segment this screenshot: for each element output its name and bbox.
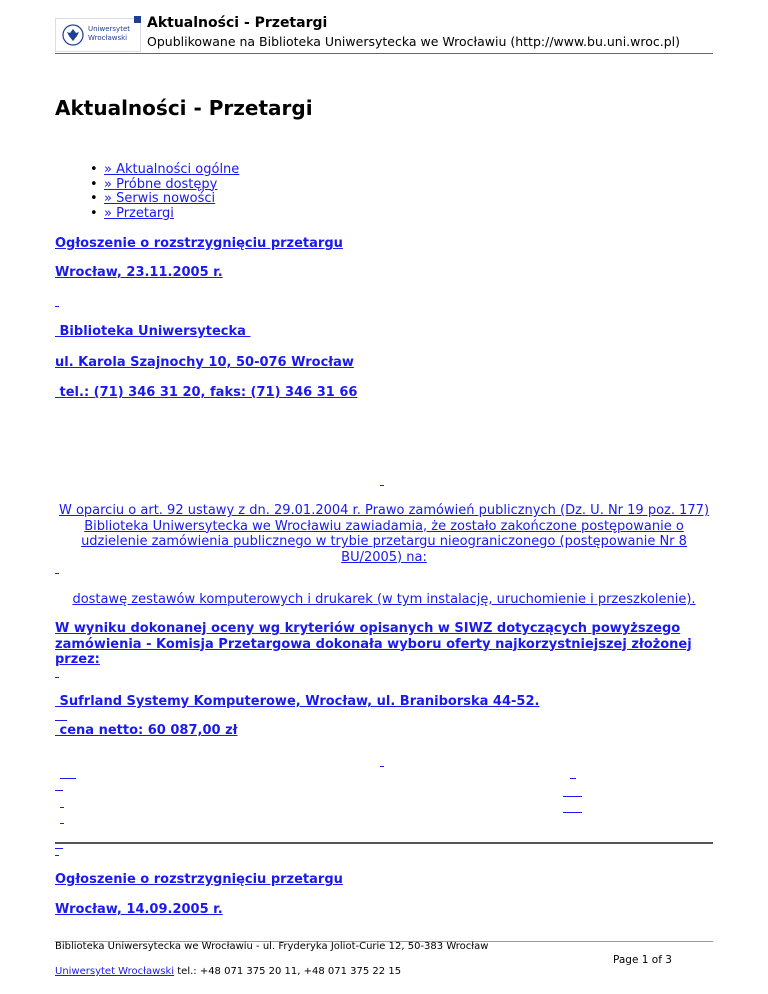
spacer-mark — [60, 807, 64, 808]
notice1-org[interactable]: Biblioteka Uniwersytecka — [55, 324, 251, 339]
spacer-mark — [380, 485, 384, 486]
notice1-body[interactable]: W oparciu o art. 92 ustawy z dn. 29.01.2004 r. Prawo zamówień publicznych (Dz. U. Nr 19 poz. 177) Biblioteka Uniwersytecka we Wrocławiu zawiadamia, że zostało zakończone postępowanie o udzielenie zamówienia publicznego w trybie przetargu nieograniczonego (postępowanie Nr 8 BU/2005) na: — [58, 503, 710, 565]
logo-square — [134, 16, 141, 23]
footer-contact — [55, 966, 401, 977]
menu-link-tenders[interactable]: » Przetargi — [104, 205, 174, 221]
menu-item-new-service — [90, 192, 239, 207]
header-published: Opublikowane na Biblioteka Uniwersytecka we Wrocławiu (http://www.bu.uni.wroc.pl) — [147, 34, 681, 49]
notice1-address[interactable]: ul. Karola Szajnochy 10, 50-076 Wrocław — [55, 355, 354, 370]
menu-link-trials[interactable]: » Próbne dostępy — [104, 176, 218, 192]
page-number: Page 1 of 3 — [613, 954, 672, 966]
news-menu — [90, 163, 239, 221]
spacer-mark — [55, 573, 59, 574]
spacer-mark — [60, 823, 64, 824]
page-title: Aktualności - Przetargi — [55, 96, 313, 120]
menu-item-general — [90, 163, 239, 178]
spacer-mark — [570, 778, 576, 779]
logo-text — [88, 25, 130, 43]
menu-link-new-service[interactable]: » Serwis nowości — [104, 191, 216, 206]
menu-item-tenders — [90, 207, 239, 222]
section-divider — [55, 842, 713, 844]
university-link[interactable]: Uniwersytet Wrocławski — [55, 966, 175, 977]
footer-address: Biblioteka Uniwersytecka we Wrocławiu - ul. Fryderyka Joliot-Curie 12, 50-383 Wrocław — [55, 941, 489, 952]
notice1-winner[interactable]: Sufrland Systemy Komputerowe, Wrocław, ul. Braniborska 44-52. — [55, 694, 540, 709]
spacer-mark — [563, 812, 582, 813]
header-divider — [55, 53, 713, 54]
logo-line2: Wrocławski — [88, 34, 128, 42]
menu-item-trials — [90, 178, 239, 193]
spacer-mark — [563, 796, 582, 797]
notice1-heading[interactable]: Ogłoszenie o rozstrzygnięciu przetargu — [55, 236, 343, 251]
notice2-date[interactable]: Wrocław, 14.09.2005 r. — [55, 902, 223, 917]
notice1-phone[interactable]: tel.: (71) 346 31 20, faks: (71) 346 31 66 — [55, 385, 358, 400]
notice1-result[interactable]: W wyniku dokonanej oceny wg kryteriów opisanych w SIWZ dotyczących powyższego zamówienia - Komisja Przetargowa dokonała wyboru oferty najkorzystniejszej złożonej przez: — [55, 621, 692, 667]
spacer-mark — [55, 790, 63, 791]
spacer-mark — [55, 848, 63, 849]
notice2-heading[interactable]: Ogłoszenie o rozstrzygnięciu przetargu — [55, 872, 343, 887]
spacer-mark — [380, 766, 384, 767]
spacer-mark — [55, 306, 59, 307]
menu-link-general[interactable]: » Aktualności ogólne — [104, 162, 240, 177]
university-logo — [55, 18, 141, 52]
header-title: Aktualności - Przetargi — [147, 15, 328, 31]
footer-phones: tel.: +48 071 375 20 11, +48 071 375 22 15 — [174, 966, 402, 977]
spacer-mark — [60, 778, 76, 779]
logo-line1: Uniwersytet — [88, 25, 130, 33]
eagle-emblem-icon — [62, 24, 84, 46]
notice1-subject[interactable]: dostawę zestawów komputerowych i drukarek (w tym instalację, uruchomienie i przeszkolenie). — [72, 592, 696, 607]
spacer-mark — [55, 720, 67, 721]
spacer-mark — [55, 855, 59, 856]
spacer-mark — [55, 677, 59, 678]
notice1-date[interactable]: Wrocław, 23.11.2005 r. — [55, 265, 223, 280]
notice1-price[interactable]: cena netto: 60 087,00 zł — [55, 723, 238, 738]
